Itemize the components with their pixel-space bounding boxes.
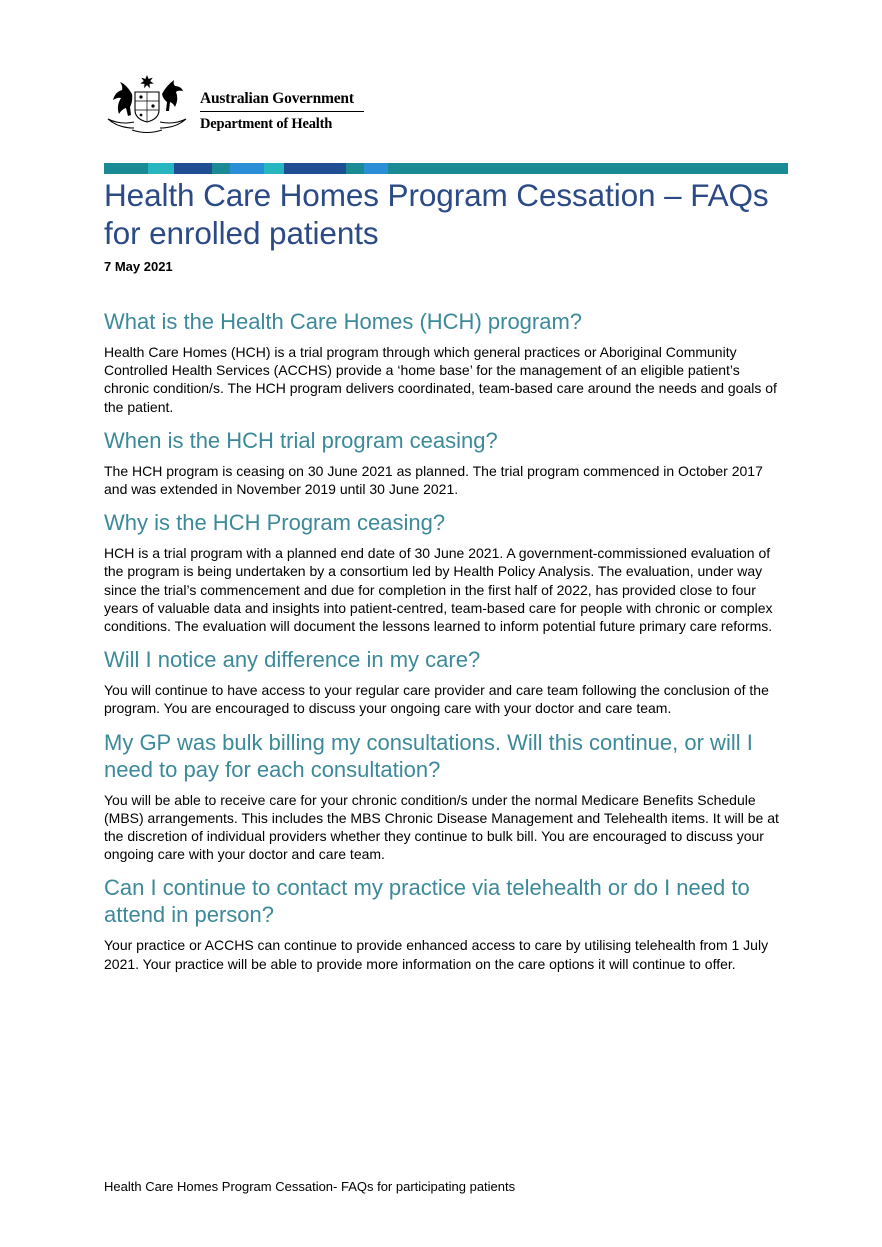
government-logo bbox=[104, 70, 374, 140]
faq-paragraph: The HCH program is ceasing on 30 June 2021 as planned. The trial program commenced in October 2017 and was extended in November 2019 until 30 June 2021. bbox=[104, 462, 763, 498]
faq-section bbox=[104, 646, 788, 717]
color-band-segment bbox=[364, 163, 388, 174]
color-band-segment bbox=[174, 163, 212, 174]
coat-of-arms-icon bbox=[104, 70, 190, 136]
color-band-segment bbox=[346, 163, 364, 174]
faq-paragraph: Your practice or ACCHS can continue to provide enhanced access to care by utilising telehealth from 1 July 2021. Your practice will be able to provide more information on the care options it will continue to offer. bbox=[104, 937, 769, 972]
faq-section bbox=[104, 509, 788, 635]
faq-heading: Will I notice any difference in my care? bbox=[104, 647, 481, 673]
faq-section bbox=[104, 308, 788, 416]
faq-heading: What is the Health Care Homes (HCH) program? bbox=[104, 309, 583, 334]
color-band-segment bbox=[230, 163, 264, 174]
page-title: Health Care Homes Program Cessation – FAQs for enrolled patients bbox=[104, 177, 769, 251]
color-band-segment bbox=[284, 163, 346, 174]
publish-date: 7 May 2021 bbox=[104, 259, 173, 274]
faq-heading: My GP was bulk billing my consultations. Will this continue, or will I need to pay for each consultation? bbox=[104, 729, 753, 782]
faq-paragraph: You will be able to receive care for your chronic condition/s under the normal Medicare Benefits Schedule (MBS) arrangements. This includes the MBS Chronic Disease Management and Telehealth items. It will be at the discretion of individual providers whether they continue to bulk bill. You are encouraged to discuss your ongoing care with your doctor and care team. bbox=[104, 791, 779, 863]
faq-paragraph: Health Care Homes (HCH) is a trial program through which general practices or Aboriginal Community Controlled Health Services (ACCHS) provide a ‘home base’ for the management of an eligible patient’s chronic condition/s. The HCH program delivers coordinated, team-based care around the needs and goals of the patient. bbox=[104, 344, 777, 415]
faq-paragraph: You will continue to have access to your regular care provider and care team following the conclusion of the program. You are encouraged to discuss your ongoing care with your doctor and care team. bbox=[104, 682, 769, 717]
faq-content bbox=[104, 308, 788, 984]
color-band-segment bbox=[148, 163, 174, 174]
color-band-segment bbox=[388, 163, 788, 174]
color-band-segment bbox=[104, 163, 148, 174]
faq-heading: When is the HCH trial program ceasing? bbox=[104, 427, 498, 453]
page-footer: Health Care Homes Program Cessation- FAQs for participating patients bbox=[104, 1179, 516, 1194]
government-name: Australian Government bbox=[200, 90, 354, 107]
faq-heading: Why is the HCH Program ceasing? bbox=[104, 510, 446, 536]
faq-heading: Can I continue to contact my practice via telehealth or do I need to attend in person? bbox=[104, 875, 750, 928]
logo-divider bbox=[200, 111, 364, 112]
faq-section bbox=[104, 729, 788, 864]
faq-section bbox=[104, 874, 788, 972]
color-band-segment bbox=[212, 163, 230, 174]
department-name: Department of Health bbox=[200, 116, 333, 132]
color-band bbox=[104, 163, 788, 174]
color-band-segment bbox=[264, 163, 284, 174]
faq-section bbox=[104, 427, 788, 498]
faq-paragraph: HCH is a trial program with a planned end date of 30 June 2021. A government-commissioned evaluation of the program is being undertaken by a consortium led by Health Policy Analysis. The evaluation, under way since the trial’s commencement and due for completion in the first half of 2022, has provided close to four years of valuable data and insights into patient-centred, team-based care for people with chronic or complex conditions. The evaluation will document the lessons learned to inform potential future primary care reforms. bbox=[104, 545, 773, 635]
